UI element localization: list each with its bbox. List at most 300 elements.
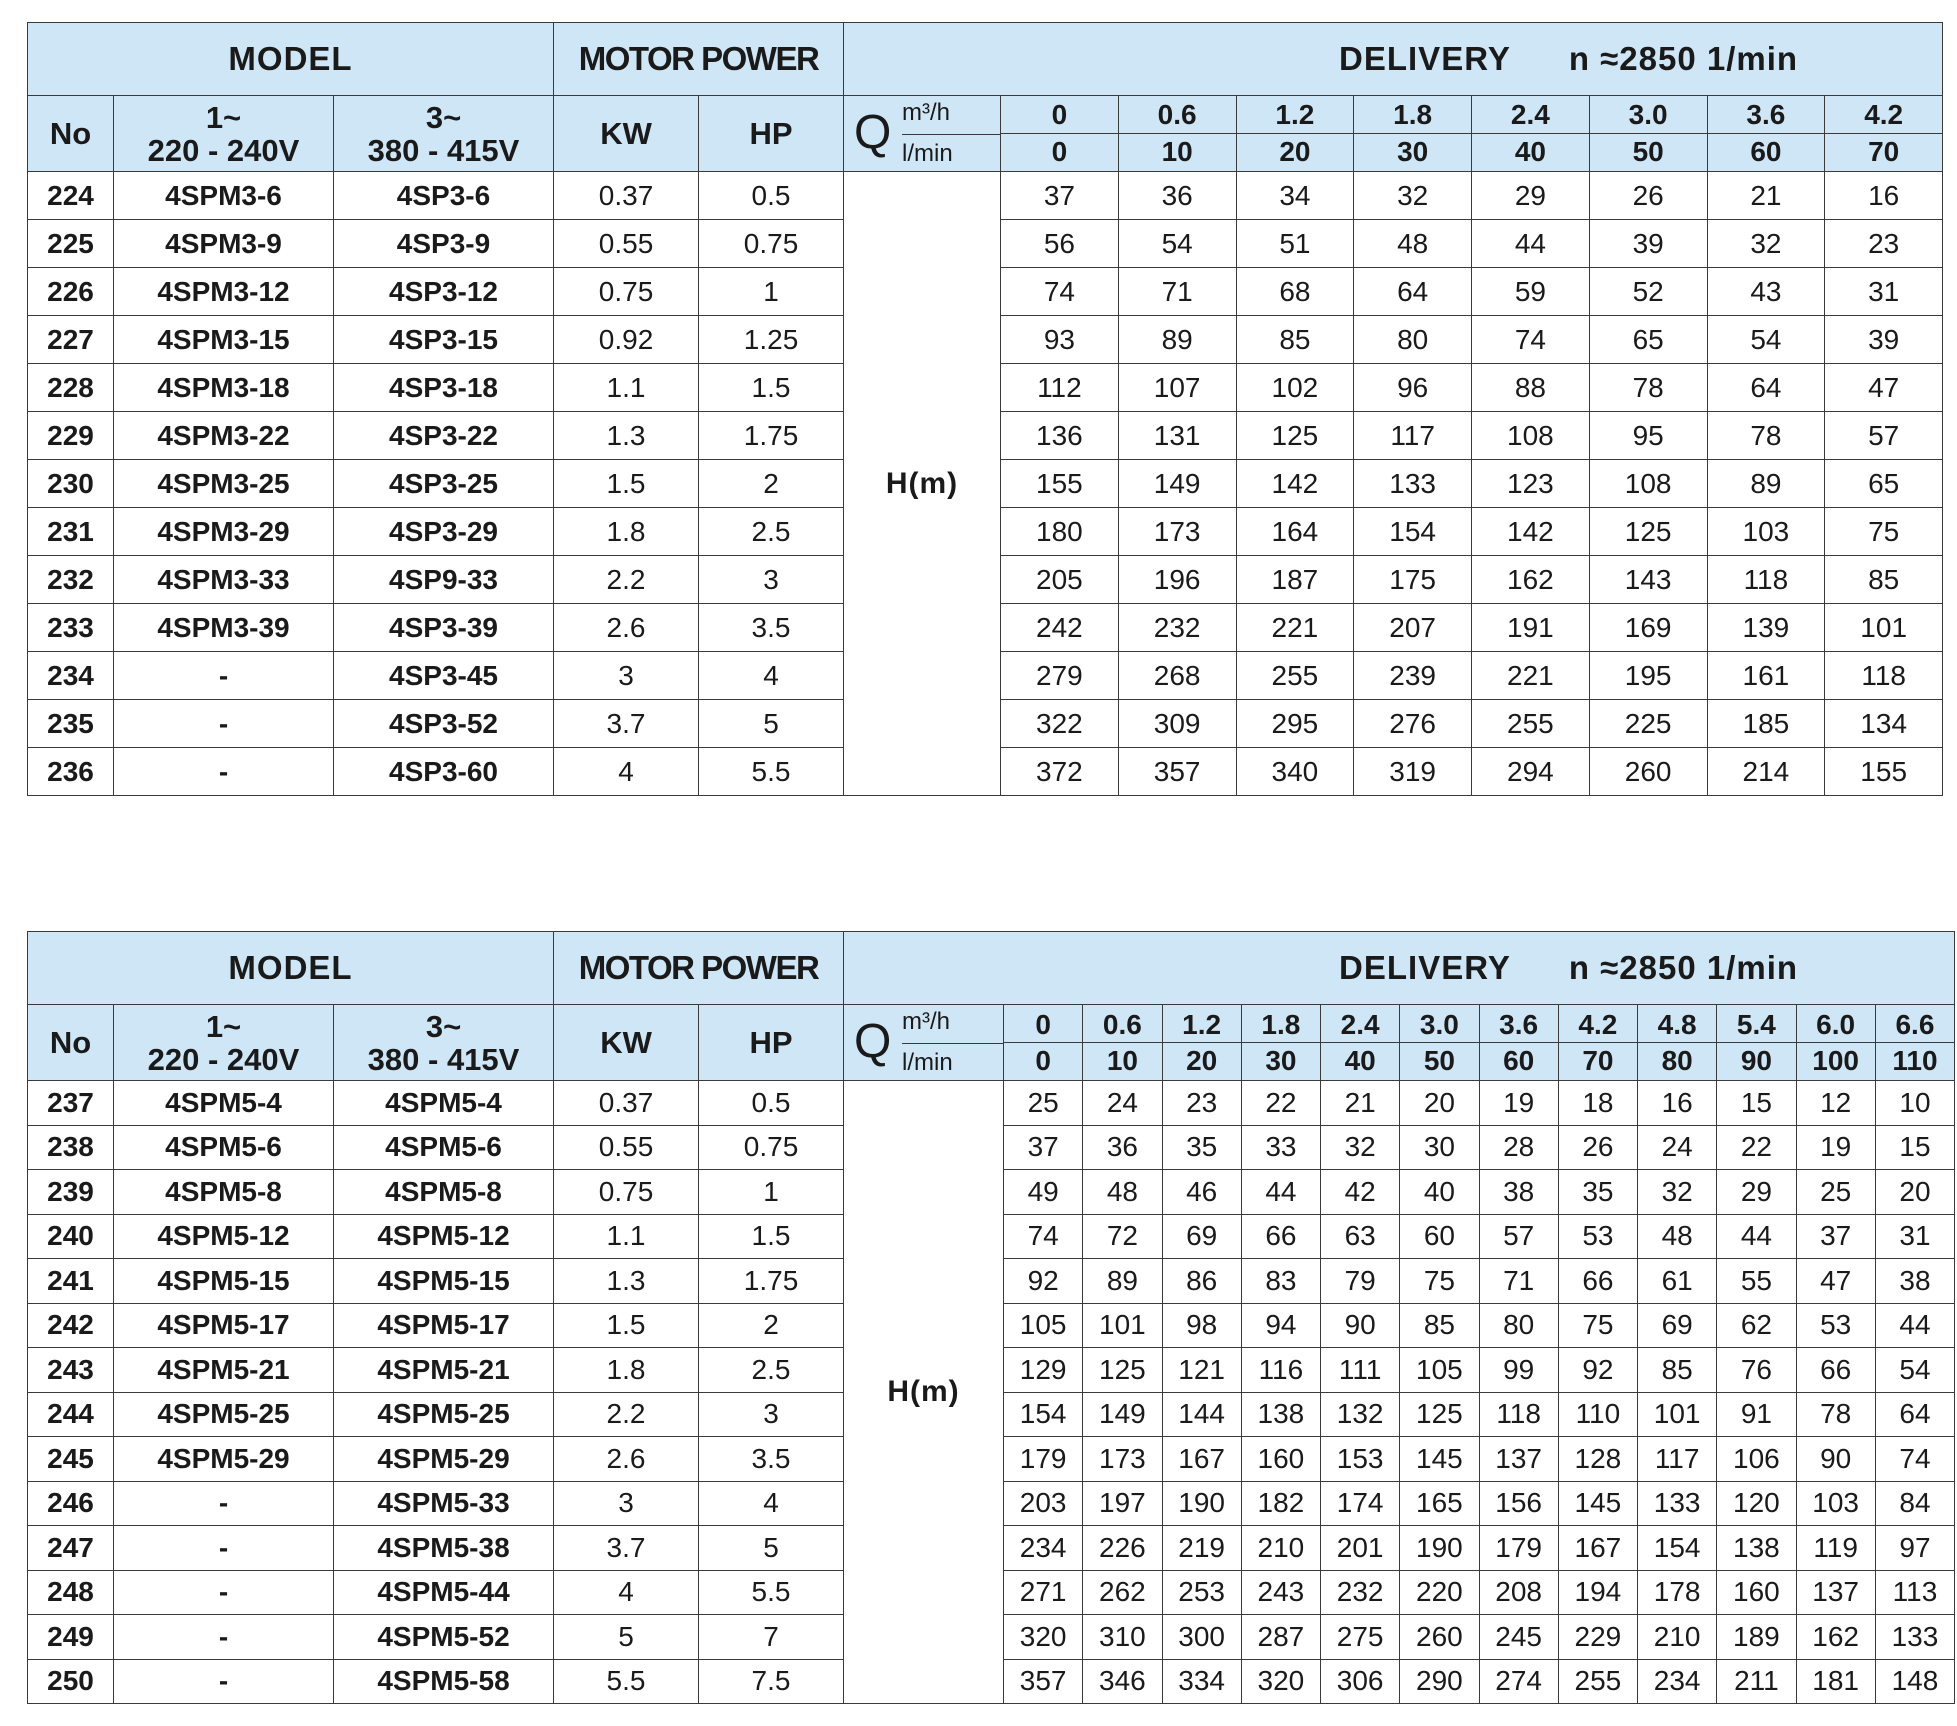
row-number: 246 [28, 1481, 114, 1526]
head-value: 117 [1638, 1437, 1717, 1482]
hp-value: 7.5 [699, 1659, 844, 1704]
head-value: 190 [1162, 1481, 1241, 1526]
head-value: 322 [1001, 700, 1119, 748]
head-value: 214 [1707, 748, 1825, 796]
head-value: 38 [1479, 1170, 1558, 1215]
three-phase-model: 4SPM5-38 [334, 1526, 554, 1571]
flow-m3h-value: 2.4 [1321, 1007, 1399, 1043]
head-value: 71 [1479, 1259, 1558, 1304]
head-value: 160 [1717, 1570, 1796, 1615]
head-value: 103 [1796, 1481, 1875, 1526]
head-value: 32 [1707, 220, 1825, 268]
flow-m3h-value: 4.2 [1559, 1007, 1637, 1043]
flow-header-cell [1118, 96, 1236, 172]
head-value: 89 [1707, 460, 1825, 508]
flow-m3h-value: 1.8 [1354, 97, 1471, 134]
row-number: 232 [28, 556, 114, 604]
head-value: 306 [1321, 1659, 1400, 1704]
head-value: 93 [1001, 316, 1119, 364]
head-value: 51 [1236, 220, 1354, 268]
head-value: 149 [1083, 1392, 1162, 1437]
head-value: 86 [1162, 1259, 1241, 1304]
head-value: 35 [1162, 1125, 1241, 1170]
single-phase-symbol: 1~ [205, 1008, 242, 1044]
head-value: 162 [1472, 556, 1590, 604]
hp-value: 1.75 [699, 412, 844, 460]
row-number: 226 [28, 268, 114, 316]
head-value: 46 [1162, 1170, 1241, 1215]
head-value: 52 [1589, 268, 1707, 316]
head-value: 26 [1558, 1125, 1637, 1170]
head-value: 24 [1083, 1081, 1162, 1126]
motor-power-header: MOTOR POWER [554, 932, 844, 1005]
head-value: 221 [1472, 652, 1590, 700]
head-value: 63 [1321, 1214, 1400, 1259]
kw-value: 4 [554, 748, 699, 796]
single-phase-model: 4SPM5-8 [114, 1170, 334, 1215]
head-value: 21 [1321, 1081, 1400, 1126]
head-value: 110 [1558, 1392, 1637, 1437]
head-value: 164 [1236, 508, 1354, 556]
flow-m3h-value: 0 [1001, 97, 1118, 134]
head-value: 103 [1707, 508, 1825, 556]
head-value: 54 [1875, 1348, 1954, 1393]
head-value: 94 [1241, 1303, 1320, 1348]
column-header-row [28, 1005, 1955, 1081]
head-value: 49 [1004, 1170, 1083, 1215]
kw-value: 1.5 [554, 1303, 699, 1348]
flow-lmin-value: 110 [1892, 1045, 1938, 1076]
row-number: 247 [28, 1526, 114, 1571]
head-value: 83 [1241, 1259, 1320, 1304]
head-value: 74 [1001, 268, 1119, 316]
head-value: 155 [1825, 748, 1943, 796]
head-value: 19 [1796, 1125, 1875, 1170]
delivery-header [844, 932, 1955, 1005]
head-value: 149 [1118, 460, 1236, 508]
single-phase-model: 4SPM5-29 [114, 1437, 334, 1482]
kw-value: 3.7 [554, 1526, 699, 1571]
head-value: 205 [1001, 556, 1119, 604]
row-number: 224 [28, 172, 114, 220]
unit-lmin: l/min [902, 1049, 953, 1076]
head-value: 320 [1004, 1615, 1083, 1660]
head-value: 75 [1825, 508, 1943, 556]
head-value: 90 [1796, 1437, 1875, 1482]
row-number: 228 [28, 364, 114, 412]
row-number: 233 [28, 604, 114, 652]
head-value: 173 [1083, 1437, 1162, 1482]
head-value: 88 [1472, 364, 1590, 412]
head-value: 64 [1875, 1392, 1954, 1437]
head-value: 75 [1558, 1303, 1637, 1348]
kw-value: 3 [554, 1481, 699, 1526]
head-value: 181 [1796, 1659, 1875, 1704]
head-value: 232 [1321, 1570, 1400, 1615]
head-value: 37 [1001, 172, 1119, 220]
head-value: 271 [1004, 1570, 1083, 1615]
head-value: 154 [1638, 1526, 1717, 1571]
head-value: 129 [1004, 1348, 1083, 1393]
head-value: 133 [1638, 1481, 1717, 1526]
head-value: 185 [1707, 700, 1825, 748]
three-phase-model: 4SPM5-33 [334, 1481, 554, 1526]
row-number: 236 [28, 748, 114, 796]
head-value: 32 [1638, 1170, 1717, 1215]
head-value: 229 [1558, 1615, 1637, 1660]
row-number: 225 [28, 220, 114, 268]
unit-divider [902, 1043, 1003, 1044]
head-value: 143 [1589, 556, 1707, 604]
head-value: 268 [1118, 652, 1236, 700]
head-value: 89 [1083, 1259, 1162, 1304]
kw-value: 0.92 [554, 316, 699, 364]
flow-m3h-value: 3.0 [1590, 97, 1707, 134]
hp-value: 5 [699, 700, 844, 748]
unit-m3h: m³/h [902, 1008, 951, 1035]
delivery-label: DELIVERY [1339, 949, 1511, 986]
head-value: 42 [1321, 1170, 1400, 1215]
head-value: 55 [1717, 1259, 1796, 1304]
head-value: 105 [1400, 1348, 1479, 1393]
three-phase-model: 4SP3-39 [334, 604, 554, 652]
head-value: 80 [1354, 316, 1472, 364]
hp-header: HP [699, 1005, 844, 1081]
three-phase-model: 4SPM5-29 [334, 1437, 554, 1482]
head-value: 290 [1400, 1659, 1479, 1704]
head-value: 234 [1004, 1526, 1083, 1571]
head-value: 125 [1236, 412, 1354, 460]
head-value: 74 [1004, 1214, 1083, 1259]
head-value: 211 [1717, 1659, 1796, 1704]
hp-value: 1.25 [699, 316, 844, 364]
flow-m3h-value: 5.4 [1717, 1007, 1795, 1043]
head-value: 37 [1004, 1125, 1083, 1170]
head-value: 29 [1717, 1170, 1796, 1215]
three-phase-model: 4SP3-25 [334, 460, 554, 508]
head-value: 300 [1162, 1615, 1241, 1660]
three-phase-model: 4SPM5-15 [334, 1259, 554, 1304]
head-value: 44 [1241, 1170, 1320, 1215]
head-value: 39 [1589, 220, 1707, 268]
flow-m3h-value: 0 [1004, 1007, 1082, 1043]
single-phase-model: - [114, 1481, 334, 1526]
three-phase-header [334, 96, 554, 172]
single-phase-model: 4SPM3-29 [114, 508, 334, 556]
head-value: 179 [1004, 1437, 1083, 1482]
flow-lmin-value: 70 [1868, 136, 1900, 167]
head-value: 156 [1479, 1481, 1558, 1526]
head-value: 108 [1589, 460, 1707, 508]
head-value: 340 [1236, 748, 1354, 796]
head-value: 274 [1479, 1659, 1558, 1704]
head-value: 131 [1118, 412, 1236, 460]
three-phase-model: 4SP3-29 [334, 508, 554, 556]
single-phase-symbol: 1~ [205, 99, 242, 135]
head-value: 75 [1400, 1259, 1479, 1304]
single-phase-model: - [114, 1526, 334, 1571]
head-value: 180 [1001, 508, 1119, 556]
head-value: 118 [1479, 1392, 1558, 1437]
head-value: 16 [1638, 1081, 1717, 1126]
single-phase-model: 4SPM5-17 [114, 1303, 334, 1348]
head-value: 48 [1083, 1170, 1162, 1215]
head-value: 195 [1589, 652, 1707, 700]
three-phase-model: 4SPM5-17 [334, 1303, 554, 1348]
hp-value: 1.75 [699, 1259, 844, 1304]
row-number: 229 [28, 412, 114, 460]
head-value: 173 [1118, 508, 1236, 556]
flow-header-cell [1241, 1005, 1320, 1081]
head-value: 15 [1875, 1125, 1954, 1170]
three-phase-model: 4SPM5-52 [334, 1615, 554, 1660]
head-value: 92 [1558, 1348, 1637, 1393]
flow-header-cell [1589, 96, 1707, 172]
hp-value: 3.5 [699, 1437, 844, 1482]
head-value: 137 [1796, 1570, 1875, 1615]
head-value: 53 [1558, 1214, 1637, 1259]
hp-value: 0.5 [699, 1081, 844, 1126]
single-phase-model: 4SPM3-25 [114, 460, 334, 508]
flow-lmin-value: 10 [1161, 136, 1193, 167]
flow-lmin-value: 50 [1423, 1045, 1455, 1076]
head-value: 242 [1001, 604, 1119, 652]
three-phase-model: 4SP3-22 [334, 412, 554, 460]
head-value: 97 [1875, 1526, 1954, 1571]
single-phase-model: 4SPM5-25 [114, 1392, 334, 1437]
head-value: 43 [1707, 268, 1825, 316]
three-phase-model: 4SP3-18 [334, 364, 554, 412]
flow-m3h-value: 1.8 [1242, 1007, 1320, 1043]
head-value: 90 [1321, 1303, 1400, 1348]
delivery-header [844, 23, 1943, 96]
head-value: 38 [1875, 1259, 1954, 1304]
flow-m3h-value: 2.4 [1472, 97, 1589, 134]
head-value: 279 [1001, 652, 1119, 700]
head-value: 80 [1479, 1303, 1558, 1348]
head-value: 39 [1825, 316, 1943, 364]
head-value: 37 [1796, 1214, 1875, 1259]
head-value: 47 [1825, 364, 1943, 412]
three-phase-model: 4SPM5-44 [334, 1570, 554, 1615]
head-value: 71 [1118, 268, 1236, 316]
hp-value: 0.75 [699, 220, 844, 268]
head-value: 69 [1162, 1214, 1241, 1259]
flow-lmin-value: 0 [1035, 1045, 1051, 1076]
head-value: 144 [1162, 1392, 1241, 1437]
head-value: 64 [1354, 268, 1472, 316]
flow-lmin-value: 60 [1750, 136, 1782, 167]
head-value: 40 [1400, 1170, 1479, 1215]
single-phase-model: 4SPM3-39 [114, 604, 334, 652]
flow-m3h-value: 0.6 [1083, 1007, 1161, 1043]
head-value: 101 [1825, 604, 1943, 652]
hp-value: 5 [699, 1526, 844, 1571]
head-value: 167 [1162, 1437, 1241, 1482]
head-value: 35 [1558, 1170, 1637, 1215]
flow-unit-header [844, 96, 1001, 172]
single-phase-model: 4SPM5-12 [114, 1214, 334, 1259]
flow-m3h-value: 1.2 [1237, 97, 1354, 134]
head-value: 155 [1001, 460, 1119, 508]
head-value: 36 [1083, 1125, 1162, 1170]
head-value: 54 [1118, 220, 1236, 268]
hp-value: 2 [699, 460, 844, 508]
three-phase-model: 4SP3-15 [334, 316, 554, 364]
hp-value: 2.5 [699, 508, 844, 556]
head-value: 48 [1354, 220, 1472, 268]
title-row [28, 932, 1955, 1005]
head-value: 154 [1354, 508, 1472, 556]
head-value: 165 [1400, 1481, 1479, 1526]
row-number: 241 [28, 1259, 114, 1304]
row-number: 238 [28, 1125, 114, 1170]
hp-value: 2.5 [699, 1348, 844, 1393]
head-value: 111 [1321, 1348, 1400, 1393]
hp-value: 0.75 [699, 1125, 844, 1170]
head-value: 56 [1001, 220, 1119, 268]
single-phase-model: 4SPM5-15 [114, 1259, 334, 1304]
speed-label: n ≈2850 1/min [1568, 40, 1799, 77]
head-value: 57 [1825, 412, 1943, 460]
kw-value: 2.6 [554, 604, 699, 652]
head-value: 334 [1162, 1659, 1241, 1704]
head-value: 66 [1558, 1259, 1637, 1304]
head-value: 139 [1707, 604, 1825, 652]
three-phase-model: 4SPM5-21 [334, 1348, 554, 1393]
head-value: 372 [1001, 748, 1119, 796]
single-phase-model: 4SPM3-9 [114, 220, 334, 268]
head-value: 145 [1558, 1481, 1637, 1526]
three-phase-model: 4SP3-6 [334, 172, 554, 220]
head-value: 76 [1717, 1348, 1796, 1393]
head-value: 53 [1796, 1303, 1875, 1348]
flow-m3h-value: 6.0 [1797, 1007, 1875, 1043]
flow-m3h-value: 6.6 [1876, 1007, 1954, 1043]
flow-lmin-value: 20 [1186, 1045, 1218, 1076]
column-header-row [28, 96, 1943, 172]
flow-header-cell [1162, 1005, 1241, 1081]
head-value: 294 [1472, 748, 1590, 796]
kw-value: 1.1 [554, 364, 699, 412]
head-value: 92 [1004, 1259, 1083, 1304]
head-value: 32 [1321, 1125, 1400, 1170]
head-value: 136 [1001, 412, 1119, 460]
head-value: 142 [1472, 508, 1590, 556]
single-phase-model: - [114, 748, 334, 796]
row-number: 244 [28, 1392, 114, 1437]
row-number: 242 [28, 1303, 114, 1348]
flow-m3h-value: 4.8 [1638, 1007, 1716, 1043]
title-row [28, 23, 1943, 96]
flow-header-cell [1400, 1005, 1479, 1081]
head-value: 287 [1241, 1615, 1320, 1660]
head-value: 161 [1707, 652, 1825, 700]
head-value: 101 [1083, 1303, 1162, 1348]
three-phase-symbol: 3~ [425, 99, 462, 135]
hp-value: 3.5 [699, 604, 844, 652]
single-phase-model: 4SPM5-6 [114, 1125, 334, 1170]
q-symbol: Q [854, 105, 892, 159]
hp-value: 4 [699, 1481, 844, 1526]
kw-value: 1.5 [554, 460, 699, 508]
kw-value: 0.37 [554, 1081, 699, 1126]
head-value: 148 [1875, 1659, 1954, 1704]
three-phase-voltage: 380 - 415V [367, 132, 520, 168]
head-value: 105 [1004, 1303, 1083, 1348]
head-value: 276 [1354, 700, 1472, 748]
three-phase-model: 4SP3-52 [334, 700, 554, 748]
head-value: 201 [1321, 1526, 1400, 1571]
head-value: 29 [1472, 172, 1590, 220]
head-value: 24 [1638, 1125, 1717, 1170]
flow-header-cell [1717, 1005, 1796, 1081]
head-label: H(m) [844, 1081, 1004, 1704]
unit-divider [902, 134, 1000, 135]
kw-value: 2.2 [554, 1392, 699, 1437]
kw-header: KW [554, 96, 699, 172]
kw-value: 0.55 [554, 1125, 699, 1170]
flow-header-cell [1236, 96, 1354, 172]
head-value: 57 [1479, 1214, 1558, 1259]
head-value: 91 [1717, 1392, 1796, 1437]
head-value: 36 [1118, 172, 1236, 220]
head-value: 125 [1589, 508, 1707, 556]
head-value: 89 [1118, 316, 1236, 364]
flow-lmin-value: 50 [1632, 136, 1664, 167]
single-phase-model: 4SPM3-12 [114, 268, 334, 316]
flow-header-cell [1707, 96, 1825, 172]
row-number: 243 [28, 1348, 114, 1393]
head-value: 219 [1162, 1526, 1241, 1571]
row-number: 231 [28, 508, 114, 556]
head-value: 245 [1479, 1615, 1558, 1660]
three-phase-model: 4SP3-12 [334, 268, 554, 316]
kw-value: 2.6 [554, 1437, 699, 1482]
hp-value: 2 [699, 1303, 844, 1348]
three-phase-model: 4SP3-45 [334, 652, 554, 700]
head-value: 154 [1004, 1392, 1083, 1437]
head-value: 132 [1321, 1392, 1400, 1437]
head-value: 207 [1354, 604, 1472, 652]
head-value: 167 [1558, 1526, 1637, 1571]
row-number: 248 [28, 1570, 114, 1615]
head-value: 210 [1241, 1526, 1320, 1571]
single-phase-header [114, 96, 334, 172]
flow-header-cell [1004, 1005, 1083, 1081]
single-phase-model: 4SPM5-21 [114, 1348, 334, 1393]
flow-lmin-value: 0 [1051, 136, 1068, 167]
head-value: 160 [1241, 1437, 1320, 1482]
head-value: 25 [1004, 1081, 1083, 1126]
head-value: 101 [1638, 1392, 1717, 1437]
head-value: 107 [1118, 364, 1236, 412]
row-number: 227 [28, 316, 114, 364]
single-phase-model: - [114, 700, 334, 748]
single-phase-model: 4SPM3-15 [114, 316, 334, 364]
kw-value: 5 [554, 1615, 699, 1660]
flow-lmin-value: 100 [1812, 1045, 1859, 1076]
head-value: 74 [1472, 316, 1590, 364]
hp-value: 1.5 [699, 364, 844, 412]
head-value: 309 [1118, 700, 1236, 748]
kw-value: 1.3 [554, 1259, 699, 1304]
flow-lmin-value: 90 [1740, 1045, 1772, 1076]
row-number: 250 [28, 1659, 114, 1704]
single-phase-model: 4SPM3-33 [114, 556, 334, 604]
head-value: 119 [1796, 1526, 1875, 1571]
kw-value: 0.75 [554, 268, 699, 316]
